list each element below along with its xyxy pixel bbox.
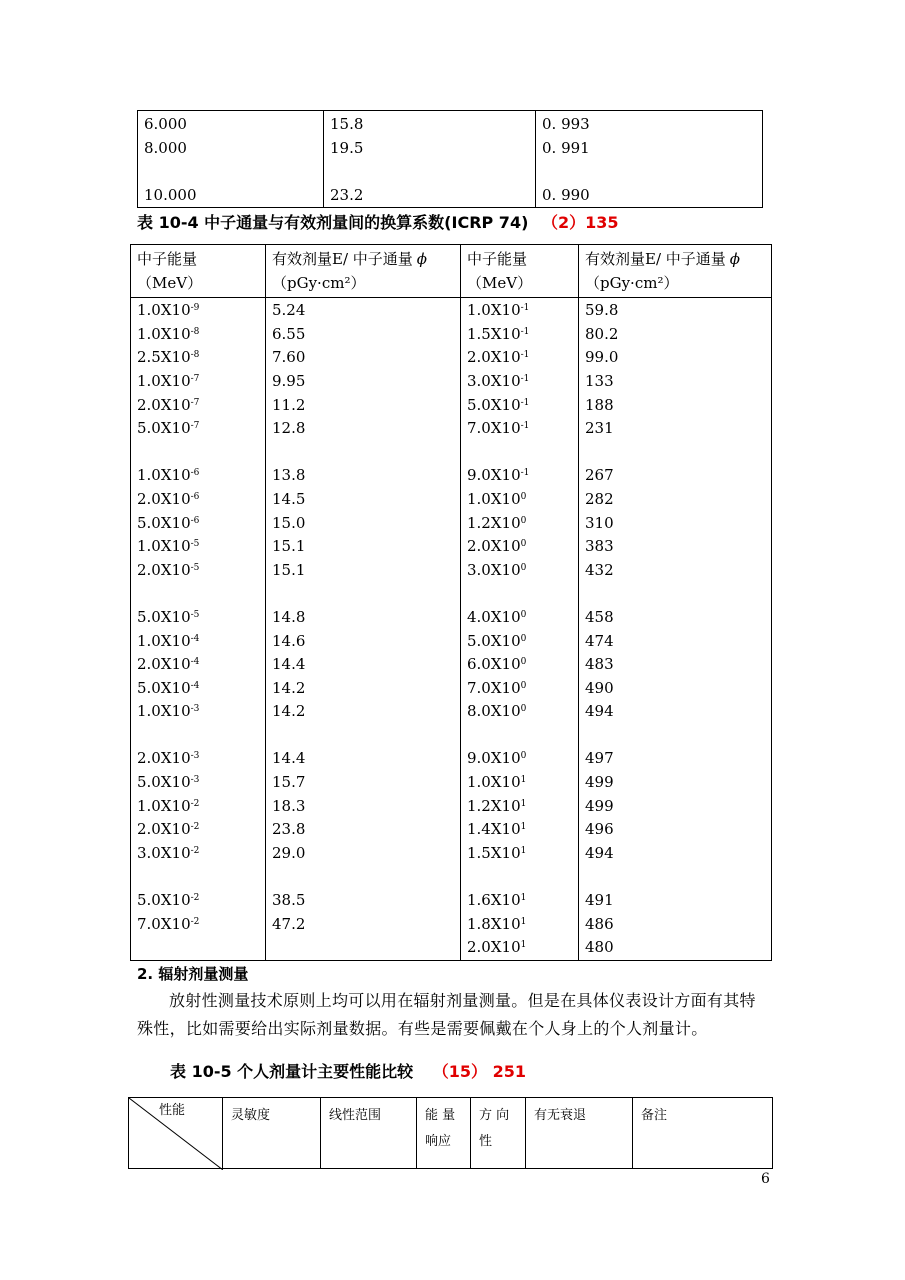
dose-value (585, 582, 771, 606)
energy-value: $6.0X10^0$ (467, 655, 527, 674)
dose-value: 497 (585, 749, 614, 768)
header-cell: 性能 (159, 1103, 186, 1118)
header-cell: 中子能量 （MeV） (461, 245, 579, 298)
dose-value: 14.5 (272, 489, 306, 508)
energy-value: $3.0X10^{-2}$ (137, 843, 200, 862)
energy-value (467, 582, 578, 606)
dose-value: 14.2 (272, 678, 306, 697)
dose-value: 7.60 (272, 348, 306, 367)
dose-value: 6.55 (272, 324, 306, 343)
dose-value: 14.8 (272, 607, 306, 626)
energy-value: $2.0X10^1$ (467, 938, 527, 957)
phi-symbol: ϕ (416, 250, 428, 268)
table-cell: 6.000 8.000 10.000 (144, 115, 197, 204)
dose-value: 14.2 (272, 702, 306, 721)
dose-value: 14.4 (272, 749, 306, 768)
dose-value: 494 (585, 702, 614, 721)
energy-value: $5.0X10^{-1}$ (467, 395, 530, 414)
energy-value: $5.0X10^{-7}$ (137, 419, 200, 438)
dose-value: 38.5 (272, 891, 306, 910)
energy-column-left (131, 298, 266, 961)
energy-value: $4.0X10^0$ (467, 607, 527, 626)
energy-value: $2.0X10^{-7}$ (137, 395, 200, 414)
dose-value: 267 (585, 466, 614, 485)
energy-value: $1.6X10^1$ (467, 891, 527, 910)
table-cell: 0. 993 0. 991 0. 990 (536, 111, 763, 208)
dose-value: 496 (585, 820, 614, 839)
energy-column-right (461, 298, 579, 961)
header-cell: 能 量 响应 (417, 1098, 471, 1169)
energy-value (137, 582, 265, 606)
energy-value: $1.0X10^{-6}$ (137, 466, 200, 485)
dose-value: 18.3 (272, 796, 306, 815)
energy-value (137, 936, 265, 960)
section-heading: 2. 辐射剂量测量 (137, 965, 249, 983)
dose-value: 13.8 (272, 466, 306, 485)
energy-value: $1.4X10^1$ (467, 820, 527, 839)
dose-value (585, 865, 771, 889)
energy-value: $3.0X10^0$ (467, 560, 527, 579)
energy-value: $7.0X10^0$ (467, 678, 527, 697)
header-cell: 有效剂量E/ 中子通量 ϕ （pGy·cm²） (579, 245, 772, 298)
dose-value (272, 441, 460, 465)
dose-value: 47.2 (272, 914, 306, 933)
energy-value: $3.0X10^{-1}$ (467, 371, 530, 390)
dose-column-left (266, 298, 461, 961)
dose-value: 5.24 (272, 301, 306, 320)
energy-value: $5.0X10^{-3}$ (137, 773, 200, 792)
header-cell: 灵敏度 (223, 1098, 321, 1169)
energy-value (137, 724, 265, 748)
dose-value: 499 (585, 796, 614, 815)
table-cell: 15.8 19.5 23.2 (324, 111, 536, 208)
dose-value: 494 (585, 843, 614, 862)
energy-value: $2.0X10^{-5}$ (137, 560, 200, 579)
energy-value (467, 865, 578, 889)
dose-value: 188 (585, 395, 614, 414)
energy-value: $2.0X10^0$ (467, 537, 527, 556)
energy-value: $2.5X10^{-8}$ (137, 348, 200, 367)
energy-value: $7.0X10^{-2}$ (137, 914, 200, 933)
energy-value: $1.0X10^{-7}$ (137, 371, 200, 390)
phi-symbol: ϕ (729, 250, 741, 268)
energy-value: $2.0X10^{-4}$ (137, 655, 200, 674)
energy-value: $2.0X10^{-6}$ (137, 489, 200, 508)
dose-value: 12.8 (272, 419, 306, 438)
energy-value: $2.0X10^{-1}$ (467, 348, 530, 367)
dose-value: 310 (585, 513, 614, 532)
dose-value: 474 (585, 631, 614, 650)
header-cell: 备注 (633, 1098, 773, 1169)
energy-value (137, 865, 265, 889)
energy-value: $1.2X10^1$ (467, 796, 527, 815)
dose-value: 9.95 (272, 371, 306, 390)
energy-value (467, 441, 578, 465)
energy-value: $5.0X10^{-6}$ (137, 513, 200, 532)
dose-value: 499 (585, 773, 614, 792)
dose-value (272, 724, 460, 748)
dose-value: 133 (585, 371, 614, 390)
dose-value: 15.1 (272, 560, 306, 579)
header-cell: 线性范围 (321, 1098, 417, 1169)
energy-value: $7.0X10^{-1}$ (467, 419, 530, 438)
energy-value: $5.0X10^{-4}$ (137, 678, 200, 697)
dose-column-right (579, 298, 772, 961)
energy-value: $1.0X10^{-5}$ (137, 537, 200, 556)
continued-table (137, 110, 763, 208)
energy-value: $1.0X10^0$ (467, 489, 527, 508)
dose-value: 483 (585, 655, 614, 674)
dose-value: 15.1 (272, 537, 306, 556)
energy-value: $1.5X10^1$ (467, 843, 527, 862)
neutron-conversion-table (130, 244, 772, 961)
energy-value (467, 724, 578, 748)
dosimeter-comparison-table (128, 1097, 773, 1169)
energy-value: $1.2X10^0$ (467, 513, 527, 532)
energy-value: $1.8X10^1$ (467, 914, 527, 933)
section-paragraph: 放射性测量技术原则上均可以用在辐射剂量测量。但是在具体仪表设计方面有其特 殊性，比如需要给出实际剂量数据。有些是需要佩戴在个人身上的个人剂量计。 (137, 991, 756, 1038)
header-cell: 中子能量 （MeV） (131, 245, 266, 298)
energy-value (137, 441, 265, 465)
caption-ref: （15） 251 (432, 1062, 527, 1081)
energy-value: $2.0X10^{-2}$ (137, 820, 200, 839)
dose-value: 383 (585, 537, 614, 556)
dose-value: 491 (585, 891, 614, 910)
dose-value: 14.6 (272, 631, 306, 650)
dose-value: 480 (585, 938, 614, 957)
energy-value: $1.0X10^{-4}$ (137, 631, 200, 650)
energy-value: $9.0X10^{-1}$ (467, 466, 530, 485)
dose-value: 80.2 (585, 324, 619, 343)
energy-value: $5.0X10^{-2}$ (137, 891, 200, 910)
page-number: 6 (761, 1171, 770, 1187)
dose-value: 59.8 (585, 301, 619, 320)
energy-value: $1.5X10^{-1}$ (467, 324, 530, 343)
dose-value: 15.0 (272, 513, 306, 532)
table-body-row (131, 298, 772, 961)
dose-value: 15.7 (272, 773, 306, 792)
energy-value: $1.0X10^{-1}$ (467, 301, 530, 320)
energy-value: $5.0X10^0$ (467, 631, 527, 650)
dose-value (272, 865, 460, 889)
caption-ref: （2）135 (541, 213, 619, 232)
header-cell: 有无衰退 (526, 1098, 633, 1169)
table-caption (170, 1059, 526, 1082)
dose-value: 14.4 (272, 655, 306, 674)
energy-value: $8.0X10^0$ (467, 702, 527, 721)
table-header-row (131, 245, 772, 298)
energy-value: $1.0X10^{-3}$ (137, 702, 200, 721)
dose-value: 11.2 (272, 395, 306, 414)
energy-value: $1.0X10^{-2}$ (137, 796, 200, 815)
dose-value: 490 (585, 678, 614, 697)
dose-value (272, 936, 460, 960)
energy-value: $1.0X10^1$ (467, 773, 527, 792)
table-caption (137, 210, 619, 233)
header-cell: 方 向 性 (471, 1098, 526, 1169)
dose-value: 231 (585, 419, 614, 438)
caption-text: 表 10-4 中子通量与有效剂量间的换算系数(ICRP 74) (137, 213, 529, 232)
dose-value: 458 (585, 607, 614, 626)
caption-text: 表 10-5 个人剂量计主要性能比较 (170, 1062, 414, 1081)
header-cell: 有效剂量E/ 中子通量 ϕ （pGy·cm²） (266, 245, 461, 298)
dose-value (585, 724, 771, 748)
energy-value: $1.0X10^{-8}$ (137, 324, 200, 343)
dose-value (585, 441, 771, 465)
dose-value: 29.0 (272, 843, 306, 862)
dose-value: 99.0 (585, 348, 619, 367)
energy-value: $1.0X10^{-9}$ (137, 301, 200, 320)
energy-value: $9.0X10^0$ (467, 749, 527, 768)
dose-value: 23.8 (272, 820, 306, 839)
dose-value (272, 582, 460, 606)
dose-value: 432 (585, 560, 614, 579)
dose-value: 486 (585, 914, 614, 933)
dose-value: 282 (585, 489, 614, 508)
energy-value: $2.0X10^{-3}$ (137, 749, 200, 768)
energy-value: $5.0X10^{-5}$ (137, 607, 200, 626)
diagonal-header-cell (129, 1098, 223, 1169)
